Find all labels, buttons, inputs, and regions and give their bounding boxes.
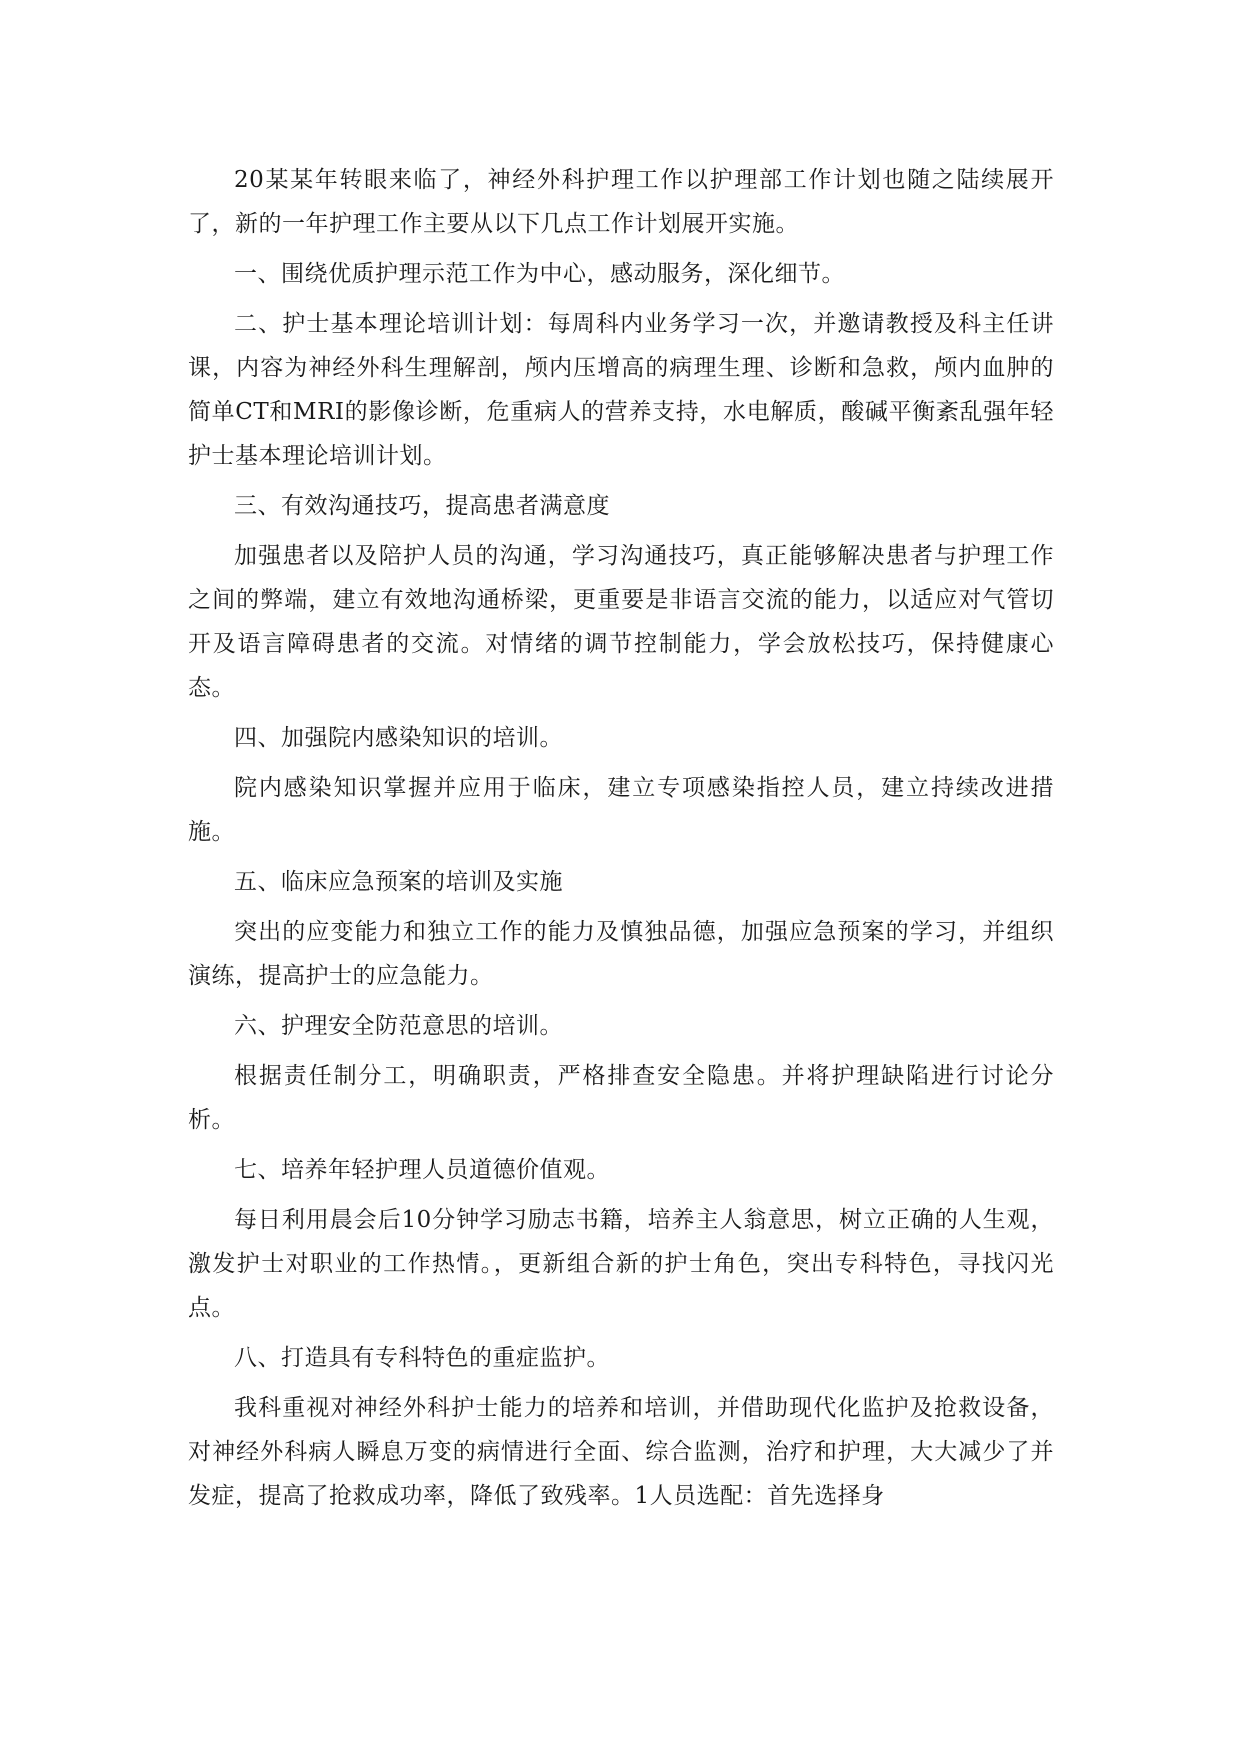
paragraph-section-7: 每日利用晨会后10分钟学习励志书籍，培养主人翁意思，树立正确的人生观，激发护士对职业的工作热情。，更新组合新的护士角色，突出专科特色，寻找闪光点。 — [188, 1207, 1054, 1321]
heading-section-7: 七、培养年轻护理人员道德价值观。 — [234, 1157, 610, 1183]
heading-section-1: 一、围绕优质护理示范工作为中心，感动服务，深化细节。 — [234, 261, 845, 287]
paragraph-section-8: 我科重视对神经外科护士能力的培养和培训，并借助现代化监护及抢救设备，对神经外科病人瞬息万变的病情进行全面、综合监测，治疗和护理，大大减少了并发症，提高了抢救成功率，降低了致残率。1人员选配：首先选择身 — [188, 1395, 1054, 1509]
document-body — [188, 158, 1054, 1524]
heading-section-4: 四、加强院内感染知识的培训。 — [234, 725, 563, 751]
heading-section-8: 八、打造具有专科特色的重症监护。 — [234, 1345, 610, 1371]
heading-section-5: 五、临床应急预案的培训及实施 — [234, 869, 563, 895]
heading-section-2: 二、护士基本理论培训计划：每周科内业务学习一次，并邀请教授及科主任讲课，内容为神经外科生理解剖，颅内压增高的病理生理、诊断和急救，颅内血肿的简单CT和MRI的影像诊断，危重病人的营养支持，水电解质，酸碱平衡紊乱强年轻护士基本理论培训计划。 — [188, 311, 1054, 469]
paragraph-intro: 20某某年转眼来临了，神经外科护理工作以护理部工作计划也随之陆续展开了，新的一年护理工作主要从以下几点工作计划展开实施。 — [188, 167, 1054, 237]
heading-section-6: 六、护理安全防范意思的培训。 — [234, 1013, 563, 1039]
paragraph-section-3: 加强患者以及陪护人员的沟通，学习沟通技巧，真正能够解决患者与护理工作之间的弊端，建立有效地沟通桥梁，更重要是非语言交流的能力，以适应对气管切开及语言障碍患者的交流。对情绪的调节控制能力，学会放松技巧，保持健康心态。 — [188, 543, 1054, 701]
heading-section-3: 三、有效沟通技巧，提高患者满意度 — [234, 493, 610, 519]
paragraph-section-6: 根据责任制分工，明确职责，严格排查安全隐患。并将护理缺陷进行讨论分析。 — [188, 1063, 1054, 1133]
paragraph-section-5: 突出的应变能力和独立工作的能力及慎独品德，加强应急预案的学习，并组织演练，提高护士的应急能力。 — [188, 919, 1054, 989]
paragraph-section-4: 院内感染知识掌握并应用于临床，建立专项感染指控人员，建立持续改进措施。 — [188, 775, 1054, 845]
